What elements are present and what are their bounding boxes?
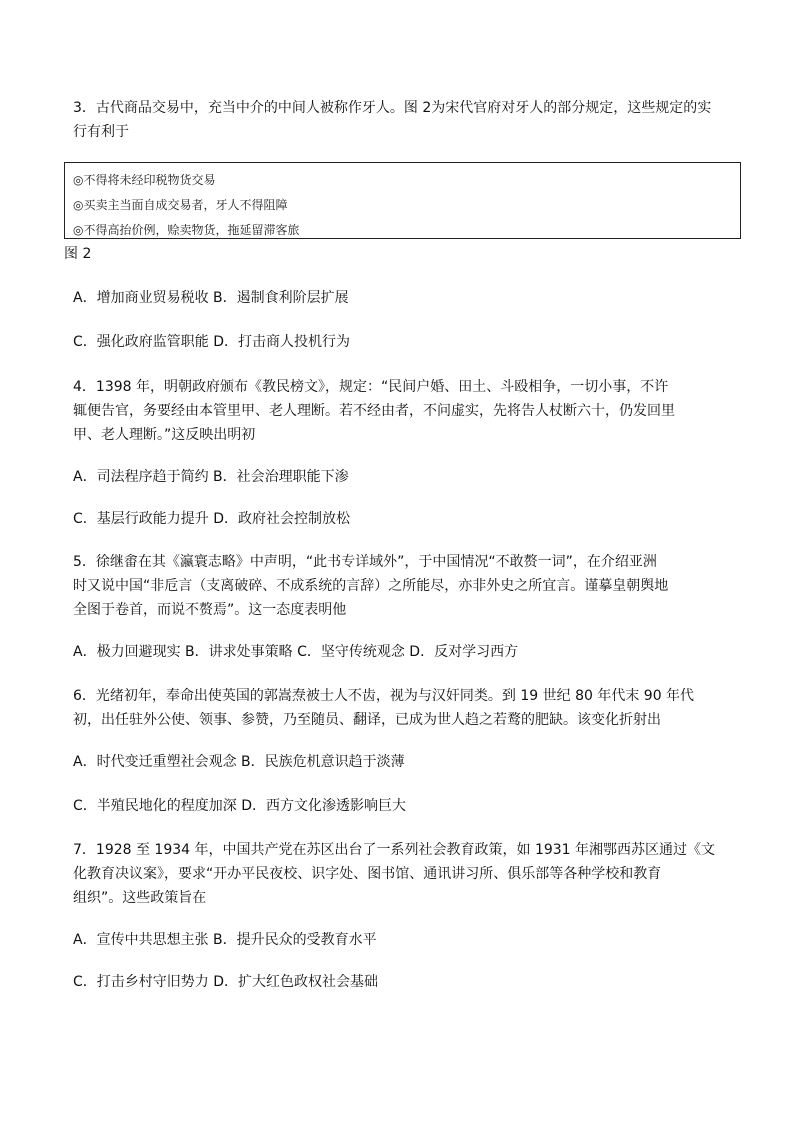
q5-stem-line-1: 5．徐继畬在其《瀛寰志略》中声明，“此书专详域外”，于中国情况“不敢赘一词”，在介绍亚洲	[73, 554, 657, 570]
q7-stem-line-1: 7．1928 至 1934 年，中国共产党在苏区出台了一系列社会教育政策，如 1931 年湘鄂西苏区通过《文	[73, 842, 716, 858]
regulation-line-3: ◎不得高抬价例，赊卖物货，拖延留滞客旅	[73, 223, 300, 237]
q5-stem-line-3: 全图于卷首，而说不赘焉”。这一态度表明他	[73, 602, 347, 618]
regulation-line-2: ◎买卖主当面自成交易者，牙人不得阻障	[73, 198, 288, 212]
q4-stem-line-2: 辄便告官，务要经由本管里甲、老人理断。若不经由者，不问虚实，先将告人杖断六十，仍发回里	[73, 403, 675, 419]
q6-stem-line-1: 6．光绪初年，奉命出使英国的郭嵩焘被士人不齿，视为与汉奸同类。到 19 世纪 80 年代末 90 年代	[73, 688, 695, 704]
q7-options-row-2: C．打击乡村守旧势力 D．扩大红色政权社会基础	[73, 974, 379, 990]
q6-options-row-2: C．半殖民地化的程度加深 D．西方文化渗透影响巨大	[73, 798, 407, 814]
regulation-line-1: ◎不得将未经印税物货交易	[73, 173, 216, 187]
q5-stem-line-2: 时又说中国“非卮言（支离破碎、不成系统的言辞）之所能尽，亦非外史之所宜言。谨摹皇朝舆地	[73, 578, 669, 594]
q7-stem-line-3: 组织”。这些政策旨在	[73, 890, 207, 906]
q3-stem: 3．古代商品交易中，充当中介的中间人被称作牙人。图 2为宋代官府对牙人的部分规定，这些规定的实行有利于	[73, 100, 712, 140]
q6-stem-line-2: 初，出任驻外公使、领事、参赞，乃至随员、翻译，已成为世人趋之若鹜的肥缺。该变化折射出	[73, 712, 661, 728]
q6-options-row-1: A．时代变迁重塑社会观念 B．民族危机意识趋于淡薄	[73, 754, 405, 770]
q7-options-row-1: A．宣传中共思想主张 B．提升民众的受教育水平	[73, 932, 377, 948]
q4-stem-line-1: 4．1398 年，明朝政府颁布《教民榜文》，规定：“民间户婚、田土、斗殴相争，一切小事，不许	[73, 379, 669, 395]
q4-options-row-2: C．基层行政能力提升 D．政府社会控制放松	[73, 511, 351, 527]
q4-stem-line-3: 甲、老人理断。”这反映出明初	[73, 427, 256, 443]
q4-options-row-1: A．司法程序趋于简约 B．社会治理职能下渗	[73, 469, 349, 485]
figure-label: 图 2	[64, 246, 92, 262]
regulation-box	[64, 162, 741, 239]
q3-options-row-1: A．增加商业贸易税收 B．遏制食利阶层扩展	[73, 290, 349, 306]
q3-options-row-2: C．强化政府监管职能 D．打击商人投机行为	[73, 334, 351, 350]
q7-stem-line-2: 化教育决议案》，要求“开办平民夜校、识字处、图书馆、通讯讲习所、俱乐部等各种学校和教育	[73, 866, 662, 882]
q5-options-row-1: A．极力回避现实 B．讲求处事策略 C．坚守传统观念 D．反对学习西方	[73, 644, 519, 660]
